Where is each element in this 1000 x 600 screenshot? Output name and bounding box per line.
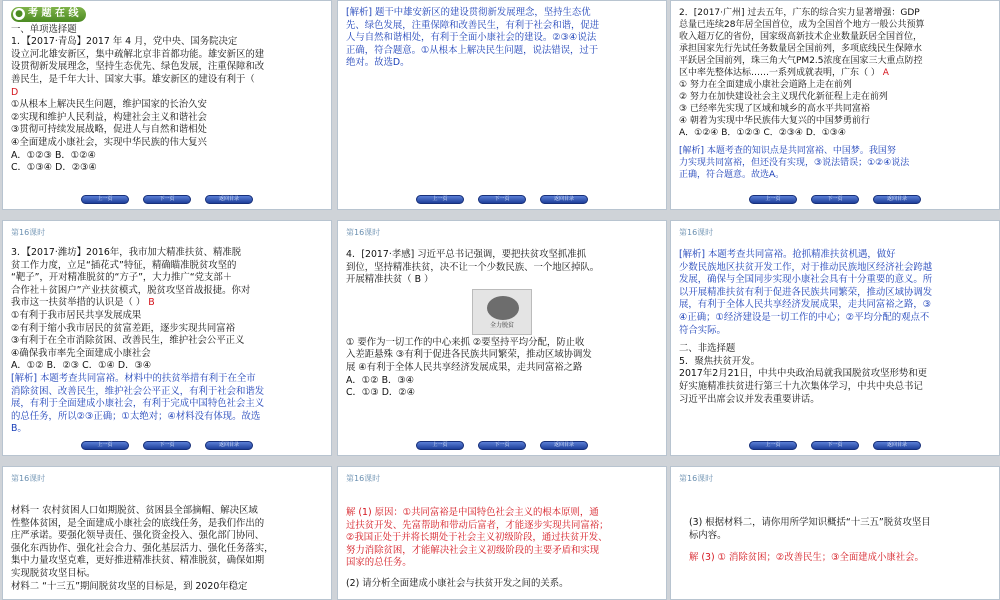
prev-button[interactable]: 上一页 [416,195,464,204]
analysis-line: 符合实际。 [679,324,726,336]
question-line: 4．[2017·孝感] 习近平总书记强调，要把扶贫攻坚抓准抓 [346,249,586,260]
question-line: 5．聚焦扶贫开发。 [679,355,760,367]
answer-mark: D [11,86,19,98]
analysis-line: [解析] 本题考查的知识点是共同富裕、中国梦。我国努 [679,146,896,156]
material-line: 集中力量攻坚克难，更好推进精准扶贫、精准脱贫，确保如期 [11,555,265,567]
slide-nav [3,195,331,204]
poverty-image [472,289,532,335]
prev-button[interactable]: 上一页 [749,195,797,204]
question-line: 合作社＋贫困户”产业扶贫模式，脱贫攻坚首战报捷。你对 [11,284,251,296]
slide-nav [338,441,666,450]
analysis-line: 消除贫困、改善民生，维护社会公平正义，有利于社会和谐发 [11,385,265,397]
menu-button[interactable]: 返回目录 [205,441,253,450]
question-line: 承担国家先行先试任务数量居全国前列，多项底线民生保障水 [679,44,923,54]
slide-tag: 第16课时 [346,228,381,237]
answer-line: 解 (3) ① 消除贫困；②改善民生；③全面建成小康社会。 [689,552,924,564]
image-graphic [487,296,519,320]
question-line: 总量已连续28年居全国首位，成为全国首个地方一般公共预算 [679,20,925,30]
question-line: 善民生，是千年大计、国家大事。雄安新区的建设有利于（ [11,73,255,85]
option-line: ③有利于在全市消除贫困、改善民生，维护社会公平正义 [11,335,245,347]
analysis-line: 发展，确保与全国同步实现小康社会具有十分重要的意义。所 [679,274,933,286]
option-line: ③贯彻可持续发展战略，促进人与自然和谐相处 [11,124,207,136]
image-caption: 全力脱贫 [489,322,514,330]
answer-line: 国家的总任务。 [346,557,412,569]
option-line: ②实现和维护人民利益，构建社会主义和谐社会 [11,111,207,123]
analysis-line: 绝对。故选D。 [346,57,410,69]
menu-button[interactable]: 返回目录 [540,441,588,450]
next-button[interactable]: 下一页 [478,441,526,450]
section-badge: ● 考 题 在 线 [11,7,86,22]
slide-tag: 第16课时 [11,228,46,237]
question-line: 1．【2017·青岛】2017 年 4 月，党中央、国务院决定 [11,36,238,48]
slide-nav [3,441,331,450]
question-line [11,297,323,310]
answer-mark: A [882,68,889,78]
analysis-line: 人与自然和谐相处，有利于全面小康社会的建设。②③④说法 [346,32,597,44]
slide-1 [2,0,332,210]
question-line: 设立河北雄安新区，集中疏解北京非首都功能。雄安新区的建 [11,48,265,60]
analysis-line: B。 [11,423,27,435]
question-line: 开展精准扶贫（ B ） [346,274,434,286]
menu-button[interactable]: 返回目录 [205,195,253,204]
slide-tag: 第16课时 [346,474,381,483]
answer-line: 努力消除贫困，才能解决社会主义初级阶段的主要矛盾和实现 [346,544,600,556]
prev-button[interactable]: 上一页 [81,441,129,450]
question-line: 收入超万亿的省份，国家级高新技术企业数量跃居全国首位， [679,32,923,42]
option-line: ③ 已经率先实现了区域和城乡的高水平共同富裕 [679,104,870,114]
analysis-line: 力实现共同富裕，但还没有实现，③说法错误；①②④说法 [679,158,910,168]
option-line: ①有利于我市居民共享发展成果 [11,309,142,321]
material-line: 庄严承诺。要强化领导责任、强化资金投入、强化部门协同、 [11,530,265,542]
slide-nav [671,195,999,204]
question-line: 到位，坚持精准扶贫，决不让一个少数民族、一个地区掉队。 [346,261,600,273]
question-line: 贫工作力度，立足“插花式”特征，精确瞄准脱贫攻坚的 [11,259,237,271]
badge-icon: ● [13,8,25,20]
question-line [679,67,991,79]
option-line: ①从根本上解决民生问题，维护国家的长治久安 [11,99,207,111]
menu-button[interactable]: 返回目录 [873,441,921,450]
prev-button[interactable]: 上一页 [749,441,797,450]
slide-tag: 第16课时 [11,474,46,483]
choice-line: A．①② B．③④ [346,374,415,386]
option-line: ④ 朝着为实现中华民族伟大复兴的中国梦勇前行 [679,116,870,126]
section-heading: 二、非选择题 [679,343,736,355]
analysis-line: 以开展精准扶贫有利于促进各民族共同繁荣，推动区域协调发 [679,286,933,298]
question-line: 设贯彻新发展理念，坚持生态优先、绿色发展，注重保障和改 [11,61,265,73]
question-line: (3) 根据材料二，请你用所学知识概括“十三五”脱贫攻坚目 [689,517,931,528]
option-line: ① 努力在全面建成小康社会道路上走在前列 [679,80,852,90]
slide-tag: 第16课时 [679,474,714,483]
option-line: 展 ④有利于全体人民共享经济发展成果，走共同富裕之路 [346,361,583,373]
slide-tag: 第16课时 [679,228,714,237]
option-line: ②有利于缩小我市居民的贫富差距，逐步实现共同富裕 [11,322,236,334]
slide-7 [2,466,332,600]
option-line: ① 要作为一切工作的中心来抓 ②要坚持平均分配，防止收 [346,336,585,348]
choice-line: A．①②③ B．①②④ [11,149,97,161]
answer-line: 解 (1) 原因：①共同富裕是中国特色社会主义的根本原则，通 [346,507,599,518]
question-line: 标内容。 [689,529,727,541]
prev-button[interactable]: 上一页 [416,441,464,450]
analysis-line: 少数民族地区扶贫开发工作，对于推动民族地区经济社会跨越 [679,261,933,273]
slide-6 [670,220,1000,456]
slide-8 [337,466,667,600]
slide-4 [2,220,332,456]
slide-9 [670,466,1000,600]
analysis-line: 展，有利于全面建成小康社会，有利于完成中国特色社会主义 [11,398,265,410]
question-text: 区中率先整体达标……一系列成就表明，广东（ ） [679,68,880,78]
material-line: 材料一 农村贫困人口如期脱贫、贫困县全部摘帽、解决区域 [11,505,258,516]
material-line: 性整体贫困，是全面建成小康社会的底线任务，是我们作出的 [11,517,265,529]
analysis-line: 正确，符合题意。①从根本上解决民生问题，说法错误，过于 [346,44,599,56]
question-line: “靶子”，开对精准脱贫的“方子”，大力推广“党支部＋ [11,272,233,284]
option-line: ④确保我市率先全面建成小康社会 [11,347,151,359]
choice-line: A．①② B．②③ C．①④ D．③④ [11,360,152,372]
slide-nav [338,195,666,204]
option-line: 入差距悬殊 ③有利于促进各民族共同繁荣，推动区域协调发 [346,349,592,361]
next-button[interactable]: 下一页 [478,195,526,204]
analysis-line: [解析] 题干中雄安新区的建设贯彻新发展理念，坚持生态优 [346,7,591,18]
question-line: 好实施精准扶贫进行第三十九次集体学习，中共中央总书记 [679,380,923,392]
question-line: 2．[2017·广州] 过去五年，广东的综合实力显著增强：GDP [679,8,920,18]
next-button[interactable]: 下一页 [811,195,859,204]
question-line: (2) 请分析全面建成小康社会与扶贫开发之间的关系。 [346,577,569,589]
slide-5 [337,220,667,456]
material-line: 材料二 “十三五”期间脱贫攻坚的目标是，到 2020年稳定 [11,580,248,592]
option-line: ② 努力在加快建设社会主义现代化新征程上走在前列 [679,92,888,102]
analysis-line: [解析] 本题考查共同富裕。抢抓精准扶贫机遇，做好 [679,249,896,260]
material-line: 强化东西协作、强化社会合力、强化基层活力、强化任务落实， [11,542,274,554]
question-line: 2017年2月21日，中共中央政治局就我国脱贫攻坚形势和更 [679,368,928,380]
question-text: 我市这一扶贫举措的认识是（ ） [11,297,146,309]
option-line: ④全面建成小康社会，实现中华民族的伟大复兴 [11,136,207,148]
analysis-line: 展，有利于全体人民共享经济发展成果，走共同富裕之路，③ [679,299,932,311]
menu-button[interactable]: 返回目录 [540,195,588,204]
analysis-line: 的总任务，所以②③正确；①太绝对；④材料没有体现。故选 [11,410,261,422]
menu-button[interactable]: 返回目录 [873,195,921,204]
choice-line: A．①②④ B．①②③ C．②③④ D．①③④ [679,128,846,138]
analysis-line: [解析] 本题考查共同富裕。材料中的扶贫举措有利于在全市 [11,372,256,384]
next-button[interactable]: 下一页 [811,441,859,450]
answer-mark: B [148,297,155,309]
analysis-line: 先、绿色发展，注重保障和改善民生，有利于社会和谐，促进 [346,19,600,31]
material-line: 实现脱贫攻坚目标。 [11,567,96,579]
choice-line: C．①③④ D．②③④ [11,162,97,174]
section-heading: 一、单项选择题 [11,23,77,35]
slide-3 [670,0,1000,210]
next-button[interactable]: 下一页 [143,195,191,204]
question-line: 习近平出席会议并发表重要讲话。 [679,393,820,405]
prev-button[interactable]: 上一页 [81,195,129,204]
answer-line: ②我国正处于并将长期处于社会主义初级阶段，通过扶贫开发、 [346,532,608,544]
analysis-line: ④正确；①经济建设是一切工作的中心；②平均分配的观点不 [679,311,930,323]
slide-nav [671,441,999,450]
question-line: 平跃居全国前列，珠三角大气PM2.5浓度在国家三大重点防控 [679,56,923,66]
answer-line: 过扶贫开发、先富帮助和带动后富者，才能逐步实现共同富裕； [346,519,609,531]
question-line: 3．【2017·潍坊】2016年，我市加大精准扶贫、精准脱 [11,247,242,258]
choice-line: C．①③ D．②④ [346,387,416,399]
slide-2 [337,0,667,210]
analysis-line: 正确，符合题意。故选A。 [679,170,785,180]
next-button[interactable]: 下一页 [143,441,191,450]
